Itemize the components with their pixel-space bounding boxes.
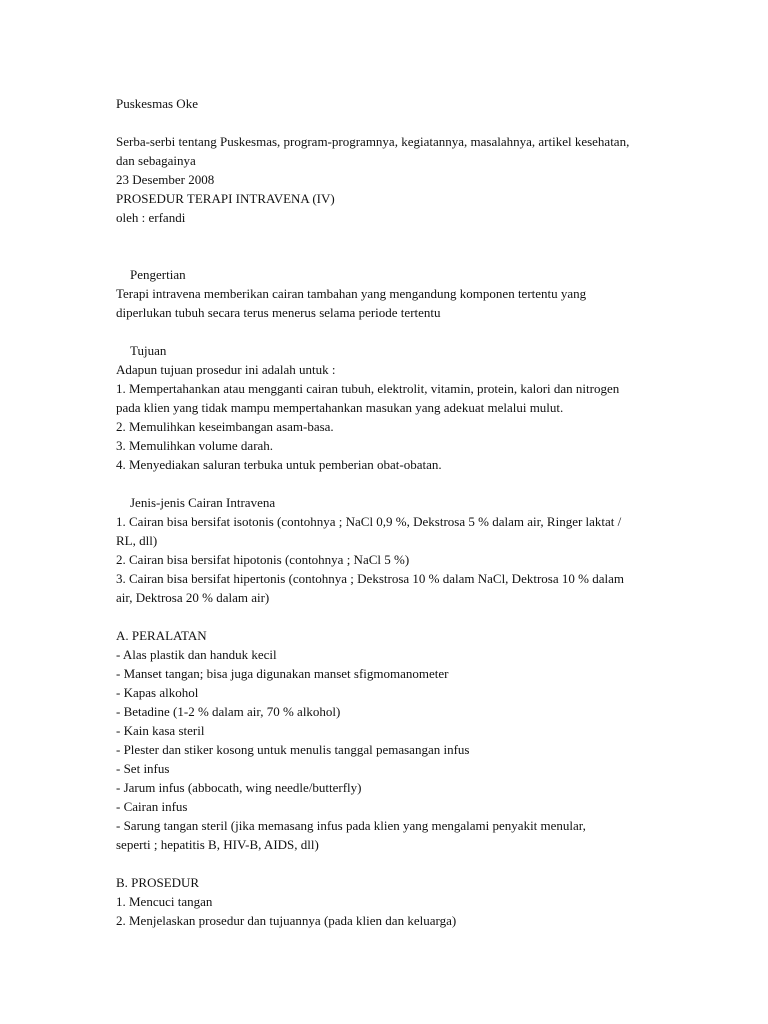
list-item: seperti ; hepatitis B, HIV-B, AIDS, dll) <box>116 837 319 852</box>
list-item: 2. Cairan bisa bersifat hipotonis (contohnya ; NaCl 5 %) <box>116 552 410 567</box>
section-heading-peralatan: A. PERALATAN <box>116 628 207 643</box>
spacer <box>116 227 676 246</box>
section-heading-pengertian: Pengertian <box>130 267 186 282</box>
list-item: 1. Cairan bisa bersifat isotonis (contohnya ; NaCl 0,9 %, Dekstrosa 5 % dalam air, Ringer laktat / <box>116 514 622 529</box>
spacer <box>116 854 676 873</box>
list-item: - Jarum infus (abbocath, wing needle/butterfly) <box>116 780 362 795</box>
site-tagline-line1: Serba-serbi tentang Puskesmas, program-programnya, kegiatannya, masalahnya, artikel kesehatan, <box>116 134 630 149</box>
list-item: RL, dll) <box>116 533 158 548</box>
spacer <box>116 246 676 265</box>
paragraph-line: Adapun tujuan prosedur ini adalah untuk : <box>116 362 336 377</box>
list-item: - Sarung tangan steril (jika memasang infus pada klien yang mengalami penyakit menular, <box>116 818 586 833</box>
list-item: - Kapas alkohol <box>116 685 199 700</box>
document-page <box>116 94 676 930</box>
post-title: PROSEDUR TERAPI INTRAVENA (IV) <box>116 191 335 206</box>
list-item: 4. Menyediakan saluran terbuka untuk pemberian obat-obatan. <box>116 457 442 472</box>
list-item: 3. Memulihkan volume darah. <box>116 438 274 453</box>
section-heading-prosedur: B. PROSEDUR <box>116 875 200 890</box>
list-item: - Kain kasa steril <box>116 723 205 738</box>
spacer <box>116 113 676 132</box>
list-item: 2. Memulihkan keseimbangan asam-basa. <box>116 419 334 434</box>
list-item: - Set infus <box>116 761 170 776</box>
section-heading-tujuan: Tujuan <box>130 343 167 358</box>
spacer <box>116 474 676 493</box>
list-item: 3. Cairan bisa bersifat hipertonis (contohnya ; Dekstrosa 10 % dalam NaCl, Dektrosa 10 % dalam <box>116 571 624 586</box>
list-item: - Alas plastik dan handuk kecil <box>116 647 277 662</box>
section-heading-jenis: Jenis-jenis Cairan Intravena <box>130 495 276 510</box>
spacer <box>116 607 676 626</box>
list-item: pada klien yang tidak mampu mempertahankan masukan yang adekuat melalui mulut. <box>116 400 564 415</box>
site-name: Puskesmas Oke <box>116 96 198 111</box>
list-item: - Manset tangan; bisa juga digunakan manset sfigmomanometer <box>116 666 449 681</box>
spacer <box>116 322 676 341</box>
site-tagline-line2: dan sebagainya <box>116 153 196 168</box>
list-item: air, Dektrosa 20 % dalam air) <box>116 590 270 605</box>
list-item: 1. Mencuci tangan <box>116 894 213 909</box>
paragraph-line: diperlukan tubuh secara terus menerus selama periode tertentu <box>116 305 441 320</box>
post-date: 23 Desember 2008 <box>116 172 215 187</box>
paragraph-line: Terapi intravena memberikan cairan tambahan yang mengandung komponen tertentu yang <box>116 286 587 301</box>
list-item: 2. Menjelaskan prosedur dan tujuannya (pada klien dan keluarga) <box>116 913 457 928</box>
list-item: - Betadine (1-2 % dalam air, 70 % alkohol) <box>116 704 341 719</box>
post-author: oleh : erfandi <box>116 210 186 225</box>
list-item: - Cairan infus <box>116 799 188 814</box>
list-item: - Plester dan stiker kosong untuk menulis tanggal pemasangan infus <box>116 742 470 757</box>
list-item: 1. Mempertahankan atau mengganti cairan tubuh, elektrolit, vitamin, protein, kalori dan nitrogen <box>116 381 620 396</box>
